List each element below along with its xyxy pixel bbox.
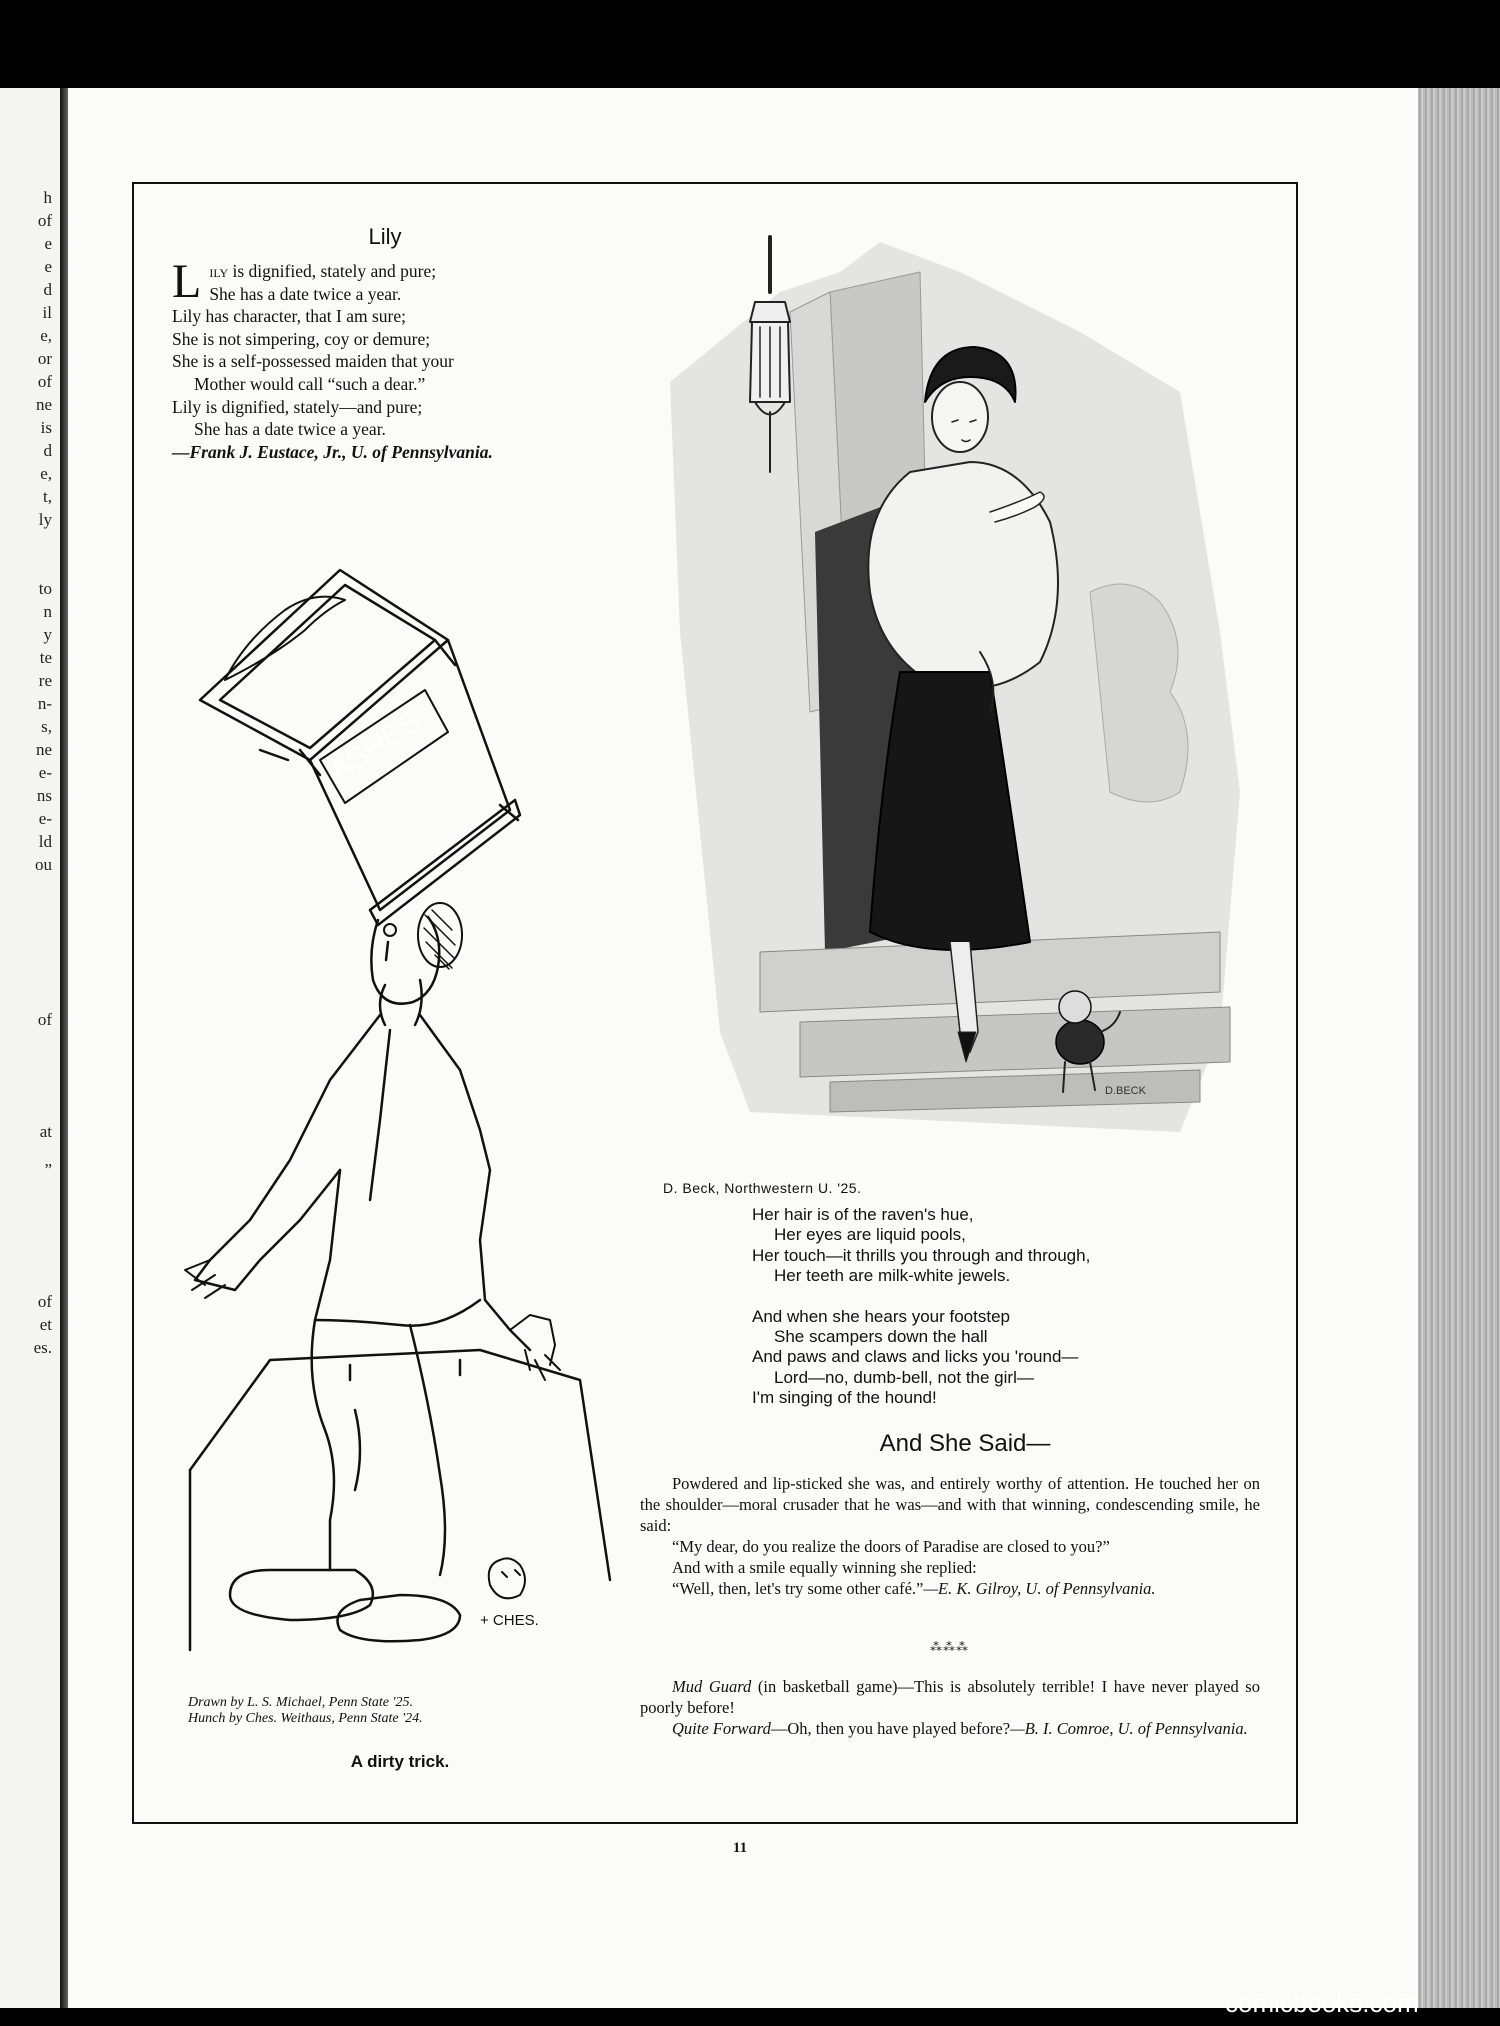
facing-page-fragment: n-: [37, 694, 52, 713]
cartoon-signature: + CHES.: [480, 1612, 539, 1629]
lily-line: She is not simpering, coy or demure;: [172, 328, 431, 349]
mud-guard-joke: [640, 1676, 1260, 1739]
said-paragraph: “My dear, do you realize the doors of Paradise are closed to you?”: [672, 1537, 1110, 1556]
and-she-said-title: And She Said—: [879, 1430, 1051, 1457]
facing-page-fragment: t,: [43, 487, 52, 506]
cartoon-credit: [188, 1695, 588, 1727]
facing-page-fragment: or: [37, 349, 52, 368]
speaker-1: Mud Guard: [672, 1677, 752, 1696]
hound-line: And when she hears your footstep: [752, 1306, 1010, 1326]
page-edges: [1418, 88, 1500, 2008]
facing-page-fragment: e,: [40, 326, 52, 345]
can-label-text: ASHES: [323, 704, 428, 788]
facing-page-fragment: of: [37, 372, 52, 391]
said-paragraph: And with a smile equally winning she replied:: [672, 1558, 977, 1577]
separator: ⁂⁂⁂: [930, 1640, 969, 1654]
facing-page: [0, 88, 66, 2008]
facing-page-fragment: re: [38, 671, 52, 690]
lily-line: She has a date twice a year.: [209, 283, 402, 304]
facing-page-fragment: et: [39, 1315, 52, 1334]
hound-line: She scampers down the hall: [774, 1327, 988, 1347]
said-paragraph: [640, 1578, 1260, 1599]
ash-can-cartoon: [180, 560, 620, 1690]
facing-page-fragment: te: [39, 648, 52, 667]
said-paragraph: Powdered and lip-sticked she was, and entirely worthy of attention. He touched her on the shoulder—moral crusader that he was—and with that winning, condescending smile, he said:: [640, 1474, 1260, 1535]
lily-first-line: is dignified, stately and pure;: [228, 261, 437, 281]
lily-attribution: —Frank J. Eustace, Jr., U. of Pennsylvania.: [172, 441, 493, 462]
said-attribution: —E. K. Gilroy, U. of Pennsylvania.: [923, 1579, 1156, 1598]
facing-page-fragment: es.: [33, 1338, 52, 1357]
hound-line: Her hair is of the raven's hue,: [752, 1205, 974, 1224]
lily-line: Mother would call “such a dear.”: [194, 373, 426, 394]
facing-page-fragment: d: [43, 441, 52, 460]
facing-page-fragment: e,: [40, 464, 52, 483]
facing-page-fragment: d: [43, 280, 52, 299]
watermark: comicbooks.com: [1225, 1988, 1419, 2018]
page-number: 11: [732, 1840, 748, 1856]
joke-line-1: [640, 1676, 1260, 1718]
facing-page-fragment: is: [40, 418, 52, 437]
facing-page-fragment: ns: [36, 786, 52, 805]
said-quote: “Well, then, let's try some other café.”: [672, 1579, 924, 1598]
facing-page-fragment: ne: [35, 740, 52, 759]
hound-line: I'm singing of the hound!: [752, 1388, 937, 1408]
facing-page-fragment: ”: [44, 1160, 52, 1179]
hound-line: Lord—no, dumb-bell, not the girl—: [774, 1367, 1034, 1387]
facing-page-fragment: e-: [38, 763, 52, 782]
facing-page-fragment: ld: [38, 832, 52, 851]
drop-cap: L: [172, 255, 202, 308]
joke-text-1: (in basketball game)—This is absolutely terrible! I have never played so poorly before!: [640, 1677, 1260, 1717]
lily-title: Lily: [368, 224, 402, 249]
facing-page-fragment: of: [37, 1292, 52, 1311]
speaker-2: Quite Forward: [672, 1719, 771, 1738]
credit-line-2: Hunch by Ches. Weithaus, Penn State '24.: [188, 1711, 423, 1726]
facing-page-fragment: n: [43, 602, 52, 621]
facing-page-fragment: of: [37, 211, 52, 230]
lily-line: She has a date twice a year.: [194, 419, 386, 440]
facing-page-fragment: to: [38, 579, 52, 598]
lily-line: Lily is dignified, stately—and pure;: [172, 396, 423, 417]
joke-attribution: —B. I. Comroe, U. of Pennsylvania.: [1010, 1719, 1248, 1738]
lily-line: She is a self-possessed maiden that your: [172, 351, 454, 372]
lily-line: Lily has character, that I am sure;: [172, 306, 406, 327]
credit-line-1: Drawn by L. S. Michael, Penn State '25.: [188, 1695, 414, 1710]
illustration-signature: D.BECK: [1105, 1085, 1146, 1097]
and-she-said-body: [640, 1473, 1260, 1599]
hound-poem: [752, 1205, 1252, 1409]
cartoon-caption: A dirty trick.: [350, 1752, 450, 1771]
facing-page-fragment: e: [44, 257, 52, 276]
joke-line-2: [640, 1718, 1260, 1739]
facing-page-fragment: at: [39, 1122, 52, 1141]
hound-line: Her eyes are liquid pools,: [774, 1225, 966, 1245]
facing-page-fragment: h: [43, 188, 52, 207]
hound-line: Her touch—it thrills you through and through,: [752, 1245, 1091, 1265]
facing-page-fragment: s,: [41, 717, 52, 736]
joke-text-2: —Oh, then you have played before?: [770, 1719, 1011, 1738]
facing-page-fragment: ou: [35, 855, 52, 874]
facing-page-fragment: y: [43, 625, 52, 644]
facing-page-fragment: ne: [35, 395, 52, 414]
lily-first-smallcaps: ily: [209, 261, 229, 281]
facing-page-fragment: e: [44, 234, 52, 253]
facing-page-fragment: il: [42, 303, 52, 322]
hound-line: Her teeth are milk-white jewels.: [774, 1266, 1011, 1286]
facing-page-fragment: ly: [38, 510, 52, 529]
facing-page-fragment: e-: [38, 809, 52, 828]
facing-page-fragment: of: [37, 1010, 52, 1029]
illustration-credit: D. Beck, Northwestern U. '25.: [663, 1180, 862, 1196]
lily-poem: [172, 255, 612, 463]
hound-line: And paws and claws and licks you 'round—: [752, 1347, 1079, 1367]
lady-and-hound-illustration: [660, 232, 1260, 1152]
